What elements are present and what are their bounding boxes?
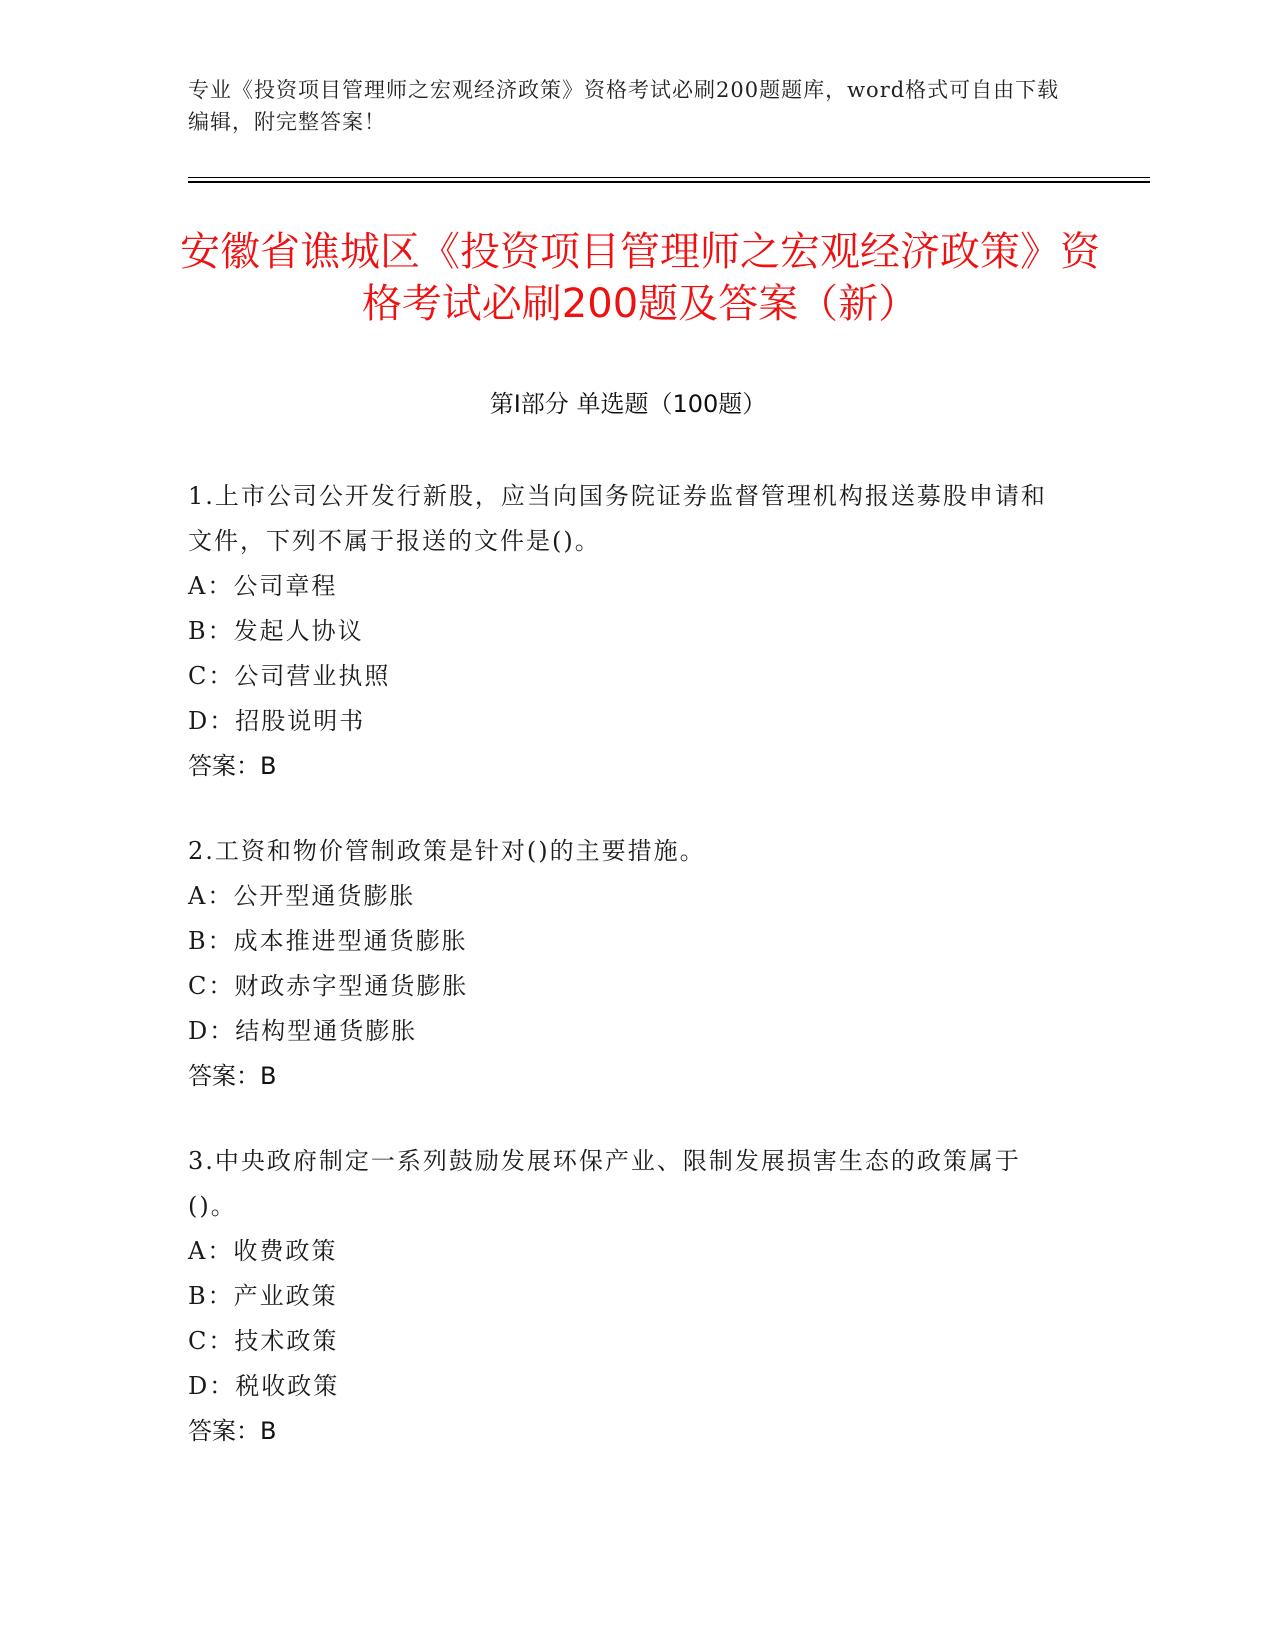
option-d: D：税收政策 [188,1372,340,1400]
option-a: A：收费政策 [188,1237,338,1265]
option-c: C：财政赤字型通货膨胀 [188,972,469,1000]
option-a: A：公开型通货膨胀 [188,882,416,910]
header-note: 专业《投资项目管理师之宏观经济政策》资格考试必刷200题题库，word格式可自由下载编辑，附完整答案！ [188,78,1060,134]
document-title: 安徽省谯城区《投资项目管理师之宏观经济政策》资格考试必刷200题及答案（新） [180,229,1100,327]
question-3 [188,1139,1068,1454]
question-1 [188,474,1068,789]
option-b: B：产业政策 [188,1282,338,1310]
section-title: 第Ⅰ部分 单选题（100题） [489,390,767,418]
question-stem: 1.上市公司公开发行新股，应当向国务院证券监督管理机构报送募股申请和文件，下列不属于报送的文件是()。 [188,482,1047,555]
option-d: D：结构型通货膨胀 [188,1017,418,1045]
question-stem: 3.中央政府制定一系列鼓励发展环保产业、限制发展损害生态的政策属于()。 [188,1147,1021,1220]
answer-line: 答案：B [188,1062,277,1090]
option-c: C：公司营业执照 [188,662,391,690]
option-d: D：招股说明书 [188,707,366,735]
option-b: B：成本推进型通货膨胀 [188,927,468,955]
answer-line: 答案：B [188,1417,277,1445]
question-stem: 2.工资和物价管制政策是针对()的主要措施。 [188,837,706,865]
header-divider-thick [188,181,1150,183]
header-divider-thin [188,177,1150,178]
answer-line: 答案：B [188,752,277,780]
option-a: A：公司章程 [188,572,338,600]
option-b: B：发起人协议 [188,617,364,645]
question-2 [188,829,1068,1099]
option-c: C：技术政策 [188,1327,339,1355]
question-list [188,474,1068,1494]
